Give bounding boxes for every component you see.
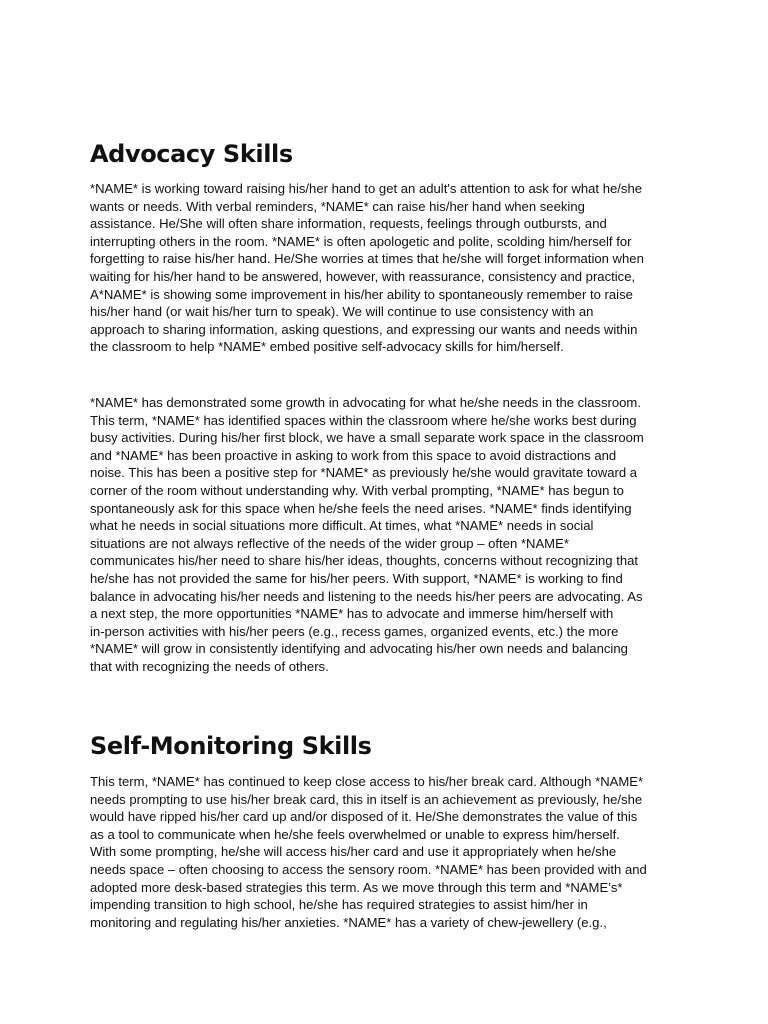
text-line: a next step, the more opportunities *NAME* has to advocate and immerse him/herself with [90, 606, 614, 622]
text-line: as a tool to communicate when he/she feels overwhelmed or unable to express him/herself. [90, 826, 620, 842]
text-line: A*NAME* is showing some improvement in his/her ability to spontaneously remember to raise [90, 286, 633, 302]
text-line: corner of the room without understanding why. With verbal prompting, *NAME* has begun to [90, 482, 624, 498]
text-line: monitoring and regulating his/her anxieties. *NAME* has a variety of chew-jewellery (e.g., [90, 914, 607, 930]
text-line: approach to sharing information, asking questions, and expressing our wants and needs within [90, 321, 638, 337]
text-line: interrupting others in the room. *NAME* is often apologetic and polite, scolding him/herself for [90, 233, 632, 249]
paragraph-advocacy-2 [90, 394, 690, 676]
text-line: assistance. He/She will often share information, requests, feelings through outbursts, and [90, 216, 607, 232]
text-line: adopted more desk-based strategies this term. As we move through this term and *NAME’s* [90, 879, 623, 895]
text-line: situations are not always reflective of the needs of the wider group – often *NAME* [90, 535, 569, 551]
section-heading-self-monitoring-skills: Self-Monitoring Skills [90, 732, 372, 760]
text-line: would have ripped his/her card up and/or disposed of it. He/She demonstrates the value of this [90, 809, 638, 825]
text-line: the classroom to help *NAME* embed positive self-advocacy skills for him/herself. [90, 339, 564, 355]
text-line: his/her hand (or wait his/her turn to speak). We will continue to use consistency with an [90, 304, 594, 320]
text-line: he/she has not provided the same for his/her peers. With support, *NAME* is working to find [90, 570, 623, 586]
text-line: *NAME* is working toward raising his/her hand to get an adult's attention to ask for what he/she [90, 181, 643, 196]
text-line: communicates his/her need to share his/her ideas, thoughts, concerns without recognizing that [90, 553, 639, 569]
text-line: spontaneously ask for this space when he/she feels the need arises. *NAME* finds identifying [90, 500, 632, 516]
text-line: wants or needs. With verbal reminders, *NAME* can raise his/her hand when seeking [90, 198, 585, 214]
text-line: balance in advocating his/her needs and listening to the needs his/her peers are advocating. As [90, 588, 643, 604]
text-line: what he needs in social situations more difficult. At times, what *NAME* needs in social [90, 518, 594, 534]
paragraph-self-monitoring-1 [90, 773, 690, 931]
text-line: *NAME* has demonstrated some growth in advocating for what he/she needs in the classroom. [90, 395, 641, 410]
section-heading-advocacy-skills: Advocacy Skills [90, 140, 293, 168]
text-line: needs space – often choosing to access the sensory room. *NAME* has been provided with and [90, 861, 647, 877]
text-line: forgetting to raise his/her hand. He/She worries at times that he/she will forget information when [90, 251, 644, 267]
text-line: in-person activities with his/her peers (e.g., recess games, organized events, etc.) the more [90, 623, 619, 639]
text-line: and *NAME* has been proactive in asking to work from this space to avoid distractions and [90, 447, 617, 463]
text-line: This term, *NAME* has continued to keep close access to his/her break card. Although *NAME* [90, 774, 644, 789]
text-line: This term, *NAME* has identified spaces within the classroom where he/she works best during [90, 412, 637, 428]
text-line: that with recognizing the needs of others. [90, 658, 329, 674]
text-line: *NAME* will grow in consistently identifying and advocating his/her own needs and balancing [90, 641, 628, 657]
text-line: noise. This has been a positive step for *NAME* as previously he/she would gravitate toward a [90, 465, 638, 481]
text-line: impending transition to high school, he/she has required strategies to assist him/her in [90, 897, 588, 913]
text-line: busy activities. During his/her first block, we have a small separate work space in the classroom [90, 430, 644, 446]
text-line: needs prompting to use his/her break card, this in itself is an achievement as previously, he/she [90, 791, 643, 807]
text-line: waiting for his/her hand to be answered, however, with reassurance, consistency and practice, [90, 268, 636, 284]
text-line: With some prompting, he/she will access his/her card and use it appropriately when he/she [90, 844, 617, 860]
paragraph-advocacy-1 [90, 180, 690, 356]
